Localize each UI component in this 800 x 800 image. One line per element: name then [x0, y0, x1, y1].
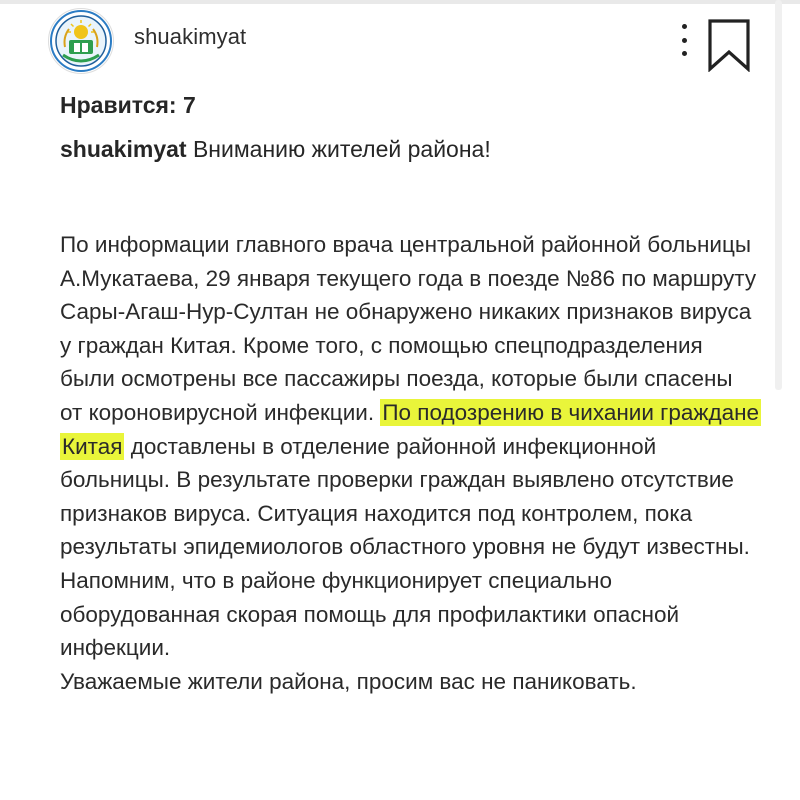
highlighted-text: По подозрению в чихании граждане Китая [62, 399, 760, 459]
avatar-emblem-svg [49, 9, 113, 73]
more-options-icon[interactable] [676, 20, 692, 60]
district-emblem-icon[interactable] [48, 8, 114, 74]
more-dot [682, 38, 687, 43]
likes-count[interactable]: Нравится: 7 [60, 92, 196, 118]
bookmark-icon[interactable] [706, 18, 752, 72]
top-divider [0, 0, 800, 4]
caption-title: Вниманию жителей района! [192, 136, 491, 162]
caption-body [60, 228, 760, 698]
caption-username[interactable]: shuakimyat [60, 136, 187, 162]
post-username[interactable]: shuakimyat [134, 24, 247, 49]
caption-closing-line: Уважаемые жители района, просим вас не паниковать. [60, 668, 637, 694]
bookmark-svg [706, 18, 752, 72]
scrollbar[interactable] [775, 0, 782, 390]
caption-text-part-2: доставлены в отделение районной инфекционной больницы. В результате проверки граждан выявлено отсутствие признаков вируса. Ситуация находится под контролем, пока результаты эпидемиологов областного уровня не будут известны. Напомним, что в районе функционирует специально оборудованная скорая помощь для профилактики опасной инфекции. [60, 433, 750, 661]
caption-text-part-1: По информации главного врача центральной районной больницы А.Мукатаева, 29 января текущего года в поезде №86 по маршруту Сары-Агаш-Нур-Султан не обнаружено никаких признаков вируса у граждан Китая. Кроме того, с помощью спецподразделения были осмотрены все пассажиры поезда, которые были спасены от короновирусной инфекции. [60, 232, 757, 425]
more-dot [682, 51, 687, 56]
more-dot [682, 24, 687, 29]
caption-heading [60, 133, 750, 166]
post-header [40, 6, 760, 72]
